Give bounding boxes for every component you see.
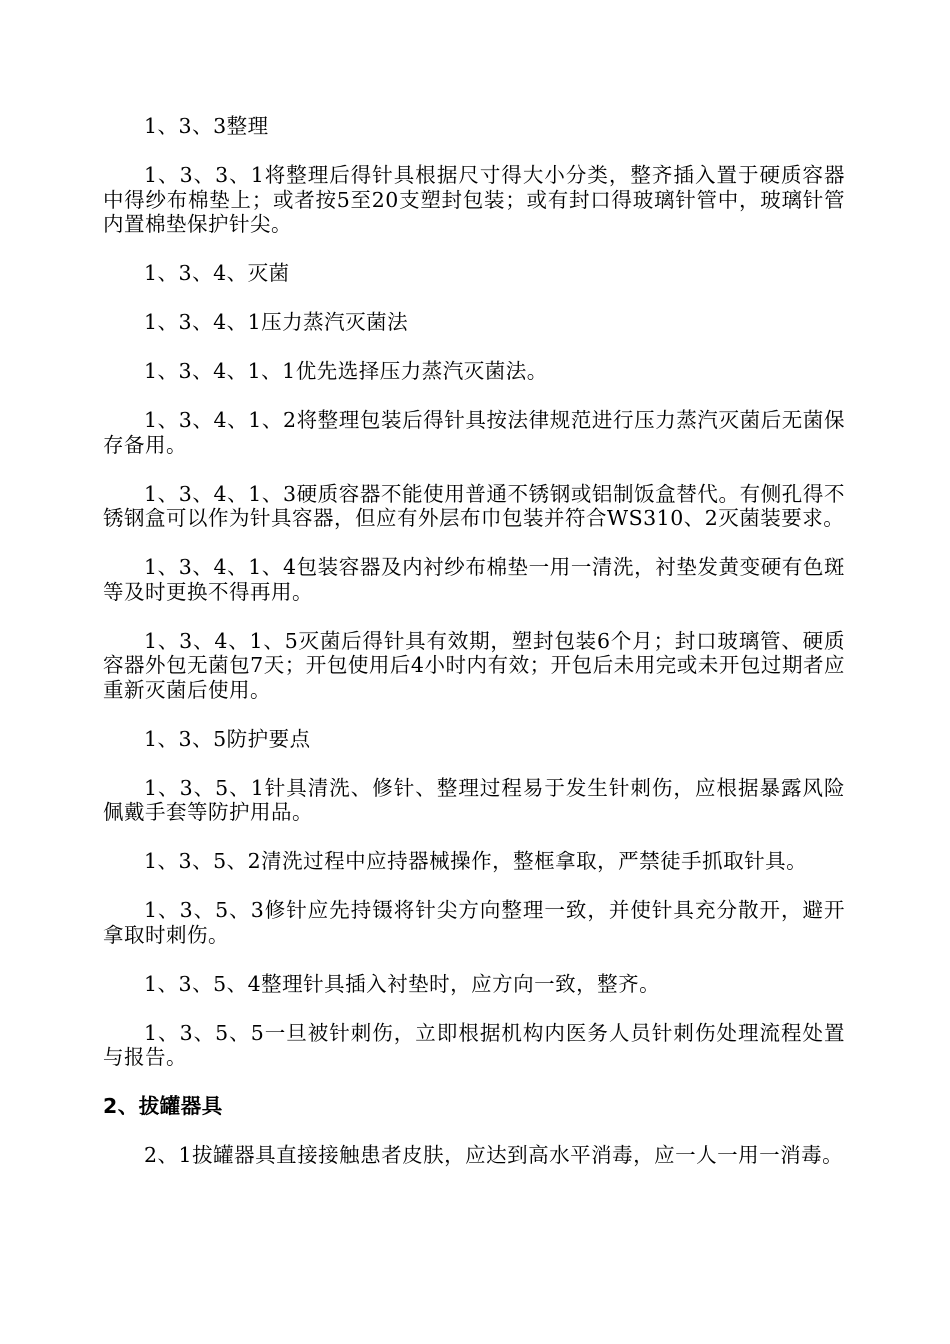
paragraph-1-3-4-1-2: 1、3、4、1、2将整理包装后得针具按法律规范进行压力蒸汽灭菌后无菌保存备用。 (103, 408, 845, 457)
paragraph-1-3-4-1-1: 1、3、4、1、1优先选择压力蒸汽灭菌法。 (144, 359, 548, 383)
paragraph-1-3-4-1-4: 1、3、4、1、4包装容器及内衬纱布棉垫一用一清洗，衬垫发黄变硬有色斑等及时更换不得再用。 (103, 555, 845, 604)
paragraph-1-3-5-4: 1、3、5、4整理针具插入衬垫时，应方向一致，整齐。 (144, 971, 661, 996)
paragraph-1-3-5-1: 1、3、5、1针具清洗、修针、整理过程易于发生针刺伤，应根据暴露风险佩戴手套等防护用品。 (103, 775, 845, 824)
section-heading-1-3-5: 1、3、5防护要点 (144, 726, 311, 751)
document-body (103, 114, 845, 1192)
paragraph-1-3-5-2: 1、3、5、2清洗过程中应持器械操作，整框拿取，严禁徒手抓取针具。 (144, 849, 808, 873)
section-heading-1-3-4-1: 1、3、4、1压力蒸汽灭菌法 (144, 310, 409, 334)
paragraph-1-3-4-1-5: 1、3、4、1、5灭菌后得针具有效期，塑封包装6个月；封口玻璃管、硬质容器外包无菌包7天；开包使用后4小时内有效；开包后未用完或未开包过期者应重新灭菌后使用。 (103, 628, 845, 702)
paragraph-1-3-3-1: 1、3、3、1将整理后得针具根据尺寸得大小分类，整齐插入置于硬质容器中得纱布棉垫上；或者按5至20支塑封包装；或有封口得玻璃针管中，玻璃针管内置棉垫保护针尖。 (103, 163, 845, 236)
section-heading-1-3-3: 1、3、3整理 (144, 114, 269, 138)
section-heading-1-3-4: 1、3、4、灭菌 (144, 261, 290, 285)
paragraph-1-3-5-3: 1、3、5、3修针应先持镊将针尖方向整理一致，并使针具充分散开，避开拿取时刺伤。 (103, 898, 845, 947)
paragraph-1-3-5-5: 1、3、5、5一旦被针刺伤，立即根据机构内医务人员针刺伤处理流程处置与报告。 (103, 1020, 845, 1069)
paragraph-1-3-4-1-3: 1、3、4、1、3硬质容器不能使用普通不锈钢或铝制饭盒替代。有侧孔得不锈钢盒可以作为针具容器，但应有外层布巾包装并符合WS310、2灭菌装要求。 (103, 481, 845, 530)
paragraph-2-1: 2、1拔罐器具直接接触患者皮肤，应达到高水平消毒，应一人一用一消毒。 (144, 1143, 844, 1167)
section-heading-2: 2、拔罐器具 (103, 1094, 223, 1118)
